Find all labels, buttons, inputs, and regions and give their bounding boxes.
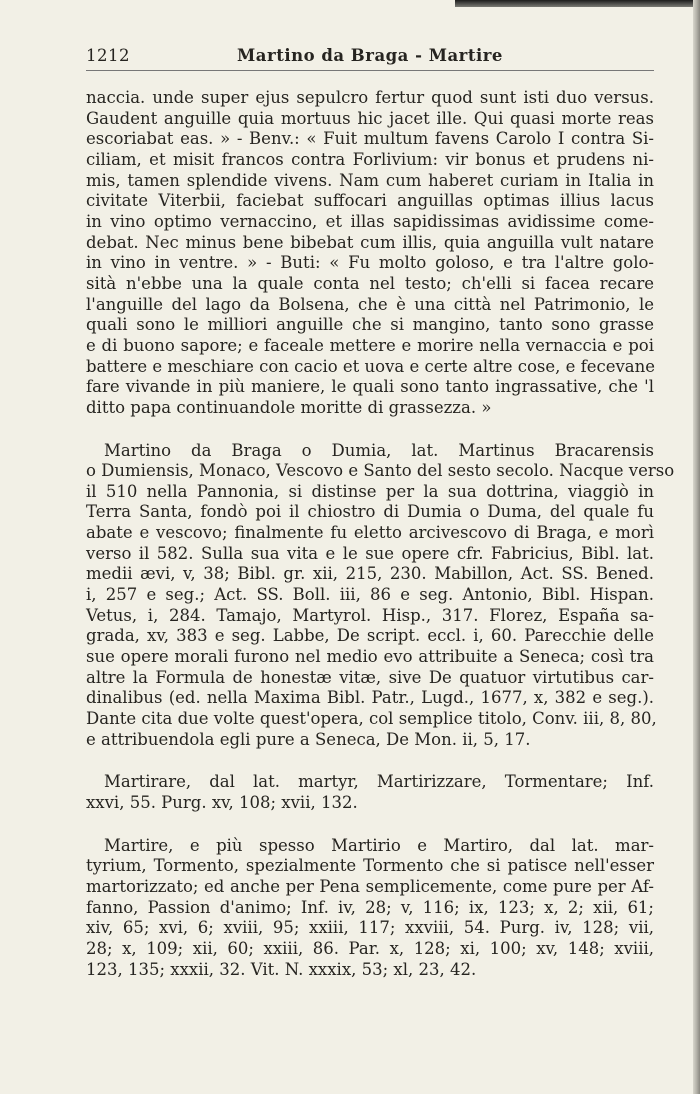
entry-headword-line: Martirare, dal lat. martyr, Martirizzare, Tormentare; Inf. <box>104 772 654 792</box>
entry-martino-da-braga <box>86 440 675 751</box>
text-line: e di buono sapore; e faceale mettere e morire nella vernaccia e poi <box>86 335 654 355</box>
text-line: Gaudent anguille quia mortuus hic jacet ille. Qui quasi morte reas <box>86 108 654 128</box>
text-line: fanno, Passion d'animo; Inf. iv, 28; v, 116; ix, 123; x, 2; xii, 61; <box>86 897 654 917</box>
text-line: altre la Formula de honestæ vitæ, sive De quatuor virtutibus car- <box>86 667 654 687</box>
entry-martirare <box>86 772 654 813</box>
text-line: e attribuendola egli pure a Seneca, De Mon. ii, 5, 17. <box>86 729 531 749</box>
entry-martire <box>86 836 654 981</box>
text-line: sità n'ebbe una la quale conta nel testo; ch'elli si facea recare <box>86 273 654 293</box>
page-top-edge-shadow <box>455 0 700 7</box>
text-line: Terra Santa, fondò poi il chiostro di Dumia o Duma, del quale fu <box>86 502 654 522</box>
text-line: il 510 nella Pannonia, si distinse per la sua dottrina, viaggiò in <box>86 481 654 501</box>
text-line: quali sono le milliori anguille che si mangino, tanto sono grasse <box>86 315 654 335</box>
text-line: in vino optimo vernaccino, et illas sapidissimas avidissime come- <box>86 211 654 231</box>
text-line: fare vivande in più maniere, le quali sono tanto ingrassative, che 'l <box>86 377 654 397</box>
text-line: l'anguille del lago da Bolsena, che è una città nel Patrimonio, le <box>86 294 654 314</box>
text-line: naccia. unde super ejus sepulcro fertur quod sunt isti duo versus. <box>86 88 654 107</box>
text-line: sue opere morali furono nel medio evo attribuite a Seneca; così tra <box>86 647 654 667</box>
text-line: o Dumiensis, Monaco, Vescovo e Santo del sesto secolo. Nacque verso <box>86 461 675 481</box>
text-line: mis, tamen splendide vivens. Nam cum haberet curiam in Italia in <box>86 170 654 190</box>
text-line: xxvi, 55. Purg. xv, 108; xvii, 132. <box>86 793 358 812</box>
text-line: medii ævi, v, 38; Bibl. gr. xii, 215, 230. Mabillon, Act. SS. Bened. <box>86 564 654 584</box>
text-line: abate e vescovo; finalmente fu eletto arcivescovo di Braga, e morì <box>86 523 654 543</box>
text-line: ciliam, et misit francos contra Forlivium: vir bonus et prudens ni- <box>86 149 654 169</box>
text-line: Vetus, i, 284. Tamajo, Martyrol. Hisp., 317. Florez, España sa- <box>86 605 654 625</box>
text-line: verso il 582. Sulla sua vita e le sue opere cfr. Fabricius, Bibl. lat. <box>86 543 654 563</box>
text-line: tyrium, Tormento, spezialmente Tormento che si patisce nell'esser <box>86 856 654 876</box>
text-line: xiv, 65; xvi, 6; xviii, 95; xxiii, 117; xxviii, 54. Purg. iv, 128; vii, <box>86 918 654 938</box>
entry-headword-line: Martino da Braga o Dumia, lat. Martinus Bracarensis <box>104 440 654 460</box>
page-right-edge-shadow <box>693 0 700 1094</box>
text-line: in vino in ventre. » - Buti: « Fu molto goloso, e tra l'altre golo- <box>86 253 654 273</box>
text-line: martorizzato; ed anche per Pena semplicemente, come pure per Af- <box>86 876 654 896</box>
entry-headword-line: Martire, e più spesso Martirio e Martiro, dal lat. mar- <box>104 835 654 855</box>
text-line: dinalibus (ed. nella Maxima Bibl. Patr., Lugd., 1677, x, 382 e seg.). <box>86 688 654 708</box>
header-rule <box>86 70 654 71</box>
text-line: civitate Viterbii, faciebat suffocari anguillas optimas illius lacus <box>86 191 654 211</box>
text-line: 28; x, 109; xii, 60; xxiii, 86. Par. x, 128; xi, 100; xv, 148; xviii, <box>86 938 654 958</box>
running-title: Martino da Braga - Martire <box>237 46 503 65</box>
text-line: grada, xv, 383 e seg. Labbe, De script. eccl. i, 60. Parecchie delle <box>86 626 654 646</box>
text-line: ditto papa continuandole moritte di grassezza. » <box>86 397 492 417</box>
text-line: escoriabat eas. » - Benv.: « Fuit multum favens Carolo I contra Si- <box>86 129 654 149</box>
text-line: Dante cita due volte quest'opera, col semplice titolo, Conv. iii, 8, 80, <box>86 709 657 729</box>
page-number: 1212 <box>86 46 130 65</box>
paragraph-benvenuto-buti-quotation <box>86 88 654 419</box>
text-column <box>86 88 675 1002</box>
text-line: battere e meschiare con cacio et uova e certe altre cose, e fecevane <box>86 356 656 376</box>
text-line: i, 257 e seg.; Act. SS. Boll. iii, 86 e seg. Antonio, Bibl. Hispan. <box>86 585 654 605</box>
running-head <box>86 44 654 70</box>
text-line: debat. Nec minus bene bibebat cum illis, quia anguilla vult natare <box>86 232 654 252</box>
text-line: 123, 135; xxxii, 32. Vit. N. xxxix, 53; xl, 23, 42. <box>86 959 477 979</box>
